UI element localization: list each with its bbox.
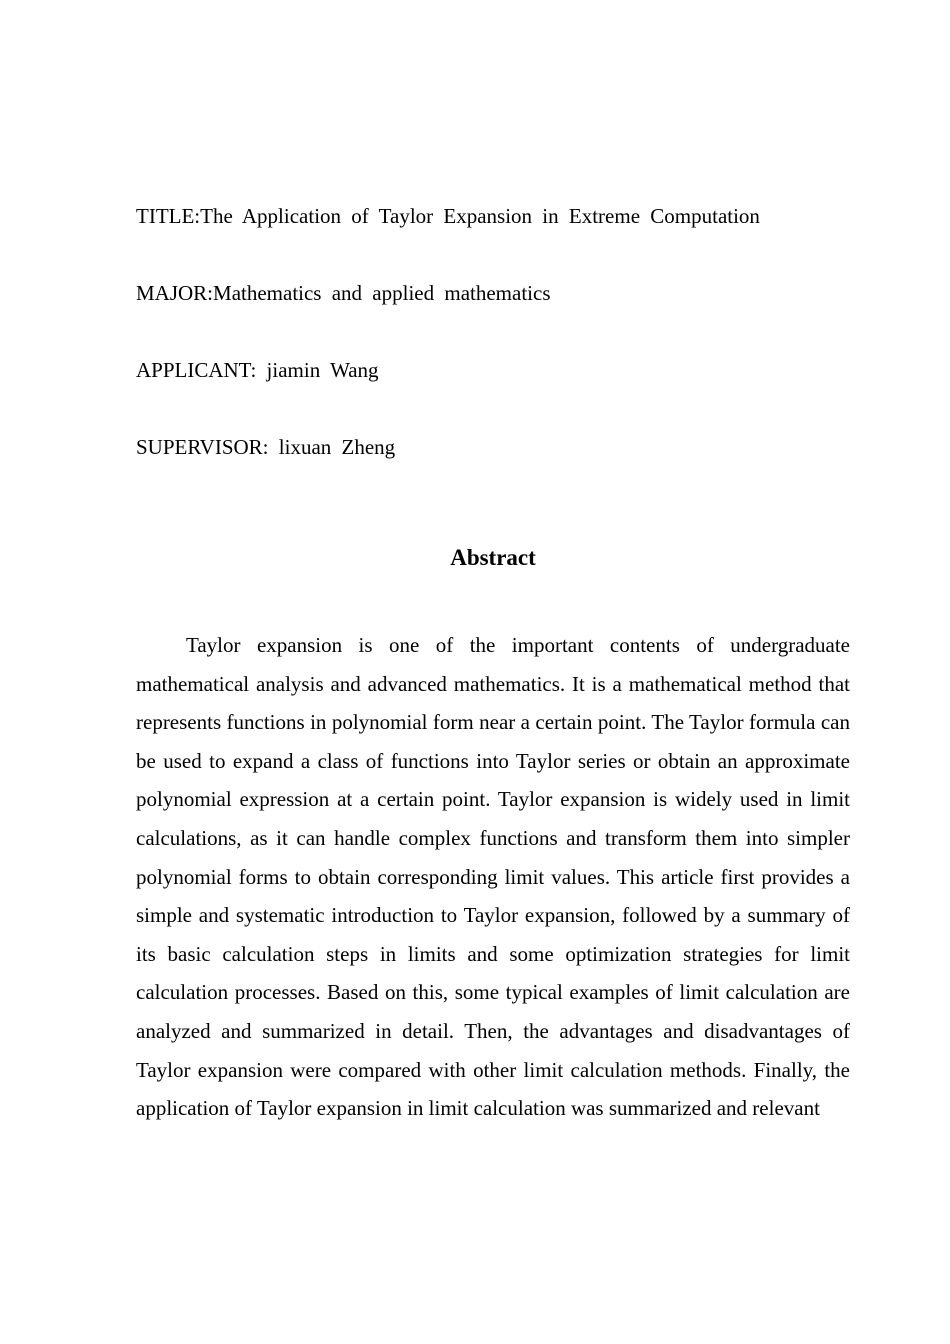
thesis-applicant-line: APPLICANT: jiamin Wang bbox=[136, 358, 379, 382]
thesis-supervisor-line: SUPERVISOR: lixuan Zheng bbox=[136, 435, 396, 459]
thesis-title-line: TITLE:The Application of Taylor Expansion in Extreme Computation bbox=[136, 204, 760, 228]
abstract-body: Taylor expansion is one of the important contents of undergraduate mathematical analysis and advanced mathematics. It is a mathematical method that represents functions in polynomial form near a certain point. The Taylor formula can be used to expand a class of functions into Taylor series or obtain an approximate polynomial expression at a certain point. Taylor expansion is widely used in limit calculations, as it can handle complex functions and transform them into simpler polynomial forms to obtain corresponding limit values. This article first provides a simple and systematic introduction to Taylor expansion, followed by a summary of its basic calculation steps in limits and some optimization strategies for limit calculation processes. Based on this, some typical examples of limit calculation are analyzed and summarized in detail. Then, the advantages and disadvantages of Taylor expansion were compared with other limit calculation methods. Finally, the application of Taylor expansion in limit calculation was summarized and relevant bbox=[136, 633, 850, 1121]
thesis-major-line: MAJOR:Mathematics and applied mathematics bbox=[136, 281, 551, 305]
abstract-heading: Abstract bbox=[450, 545, 536, 570]
